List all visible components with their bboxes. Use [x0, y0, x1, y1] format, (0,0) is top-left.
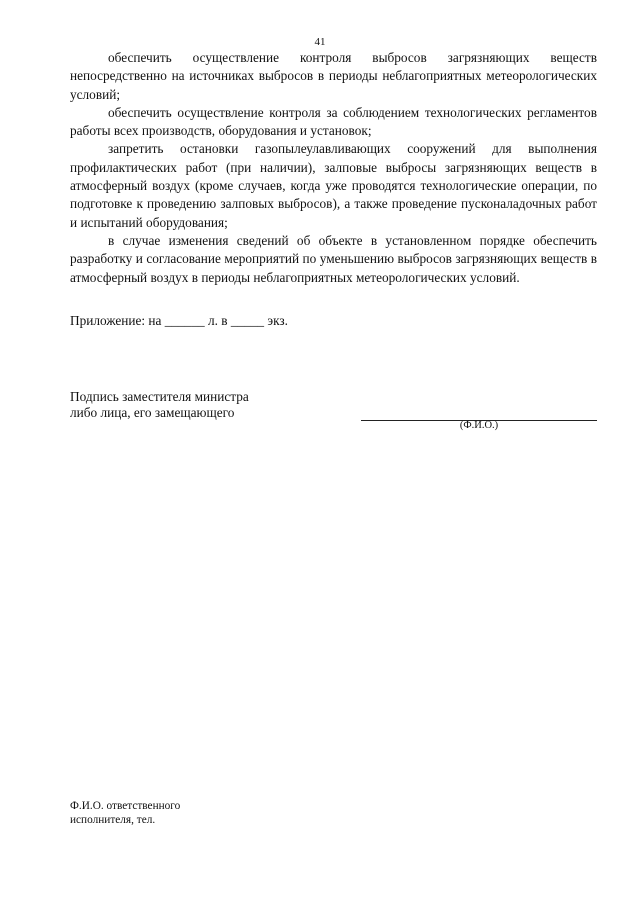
paragraph-object-changes: в случае изменения сведений об объекте в установленном порядке обеспечить разработку и согласование мероприятий по уменьшению выбросов загрязняющих веществ в атмосферный воздух в периоды неблагоприятных метеорологических условий. [70, 232, 597, 285]
paragraph-control-regulations: обеспечить осуществление контроля за соблюдением технологических регламентов работы всех производств, оборудования и установок; [70, 104, 597, 139]
document-body [70, 49, 597, 287]
footer-contact [70, 799, 180, 827]
appendix-line: Приложение: на ______ л. в _____ экз. [70, 313, 288, 328]
page-number: 41 [314, 36, 326, 48]
signature-label-line1: Подпись заместителя министра [70, 389, 249, 404]
signature-label-line2: либо лица, его замещающего [70, 405, 235, 420]
signature-label [70, 389, 249, 421]
paragraph-prohibit-shutdowns: запретить остановки газопылеулавливающих сооружений для выполнения профилактических работ (при наличии), залповые выбросы загрязняющих веществ в атмосферный воздух (кроме случаев, когда уже проводятся технологические операции, по подготовке к проведению залповых выбросов), а также проведение пусконаладочных работ и испытаний оборудования; [70, 141, 597, 230]
fio-caption: (Ф.И.О.) [459, 420, 499, 431]
footer-line2: исполнителя, тел. [70, 814, 156, 826]
paragraph-control-emissions: обеспечить осуществление контроля выбросов загрязняющих веществ непосредственно на источниках выбросов в периоды неблагоприятных метеорологических условий; [70, 50, 597, 102]
footer-line1: Ф.И.О. ответственного [70, 800, 181, 812]
